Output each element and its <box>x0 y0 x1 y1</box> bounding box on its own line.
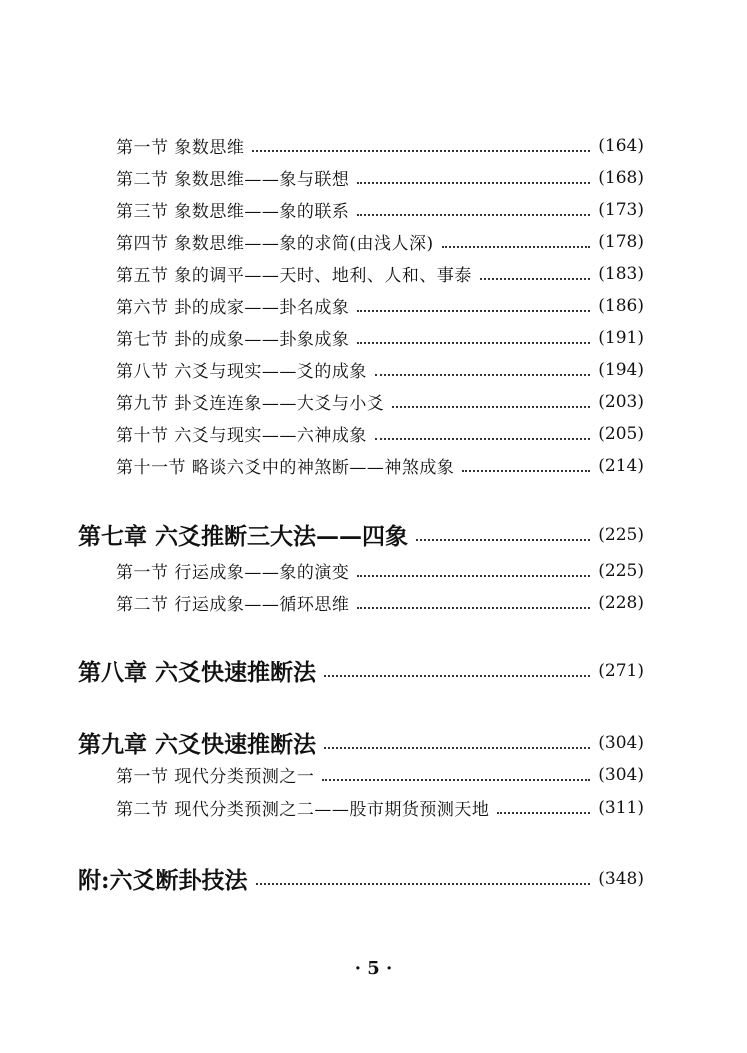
toc-chapter <box>78 654 644 687</box>
dot-leader <box>357 182 590 184</box>
toc-chapter <box>78 726 644 759</box>
dot-leader <box>442 246 591 248</box>
toc-entry <box>116 165 644 190</box>
chapter-title: 第八章 六爻快速推断法 <box>78 659 317 686</box>
page-number: · 5 · <box>354 958 393 979</box>
dot-leader <box>497 812 590 814</box>
toc-entry <box>116 325 644 350</box>
entry-title: 第一节 现代分类预测之一 <box>116 767 315 787</box>
toc-entry <box>116 133 644 158</box>
dot-leader <box>462 470 590 472</box>
entry-title: 第八节 六爻与现实——爻的成象 <box>116 362 367 382</box>
dot-leader <box>375 438 590 440</box>
entry-page: (228) <box>598 592 644 613</box>
toc-entry <box>116 389 644 414</box>
chapter-title: 第七章 六爻推断三大法——四象 <box>78 523 409 550</box>
appendix-page: (348) <box>598 868 644 889</box>
entry-page: (178) <box>598 231 644 252</box>
toc-entry <box>116 590 644 615</box>
toc-appendix <box>78 862 644 895</box>
dot-leader <box>416 539 590 541</box>
dot-leader <box>256 883 591 885</box>
entry-title: 第十节 六爻与现实——六神成象 <box>116 426 367 446</box>
entry-page: (183) <box>598 263 644 284</box>
entry-title: 第九节 卦爻连连象——大爻与小爻 <box>116 394 385 414</box>
dot-leader <box>252 150 590 152</box>
entry-title: 第四节 象数思维——象的求简(由浅人深) <box>116 234 434 254</box>
dot-leader <box>480 278 590 280</box>
entry-title: 第二节 象数思维——象与联想 <box>116 170 350 190</box>
toc-entry <box>116 795 644 820</box>
entry-page: (304) <box>598 764 644 785</box>
toc-entry <box>116 293 644 318</box>
entry-title: 第六节 卦的成家——卦名成象 <box>116 298 350 318</box>
dot-leader <box>324 675 590 677</box>
entry-title: 第十一节 略谈六爻中的神煞断——神煞成象 <box>116 458 455 478</box>
dot-leader <box>375 374 590 376</box>
entry-page: (311) <box>598 797 644 818</box>
chapter-page: (304) <box>598 732 644 753</box>
dot-leader <box>357 607 590 609</box>
chapter-page: (225) <box>598 524 644 545</box>
entry-page: (191) <box>598 327 644 348</box>
toc-entry <box>116 229 644 254</box>
entry-title: 第一节 象数思维 <box>116 138 245 158</box>
entry-page: (194) <box>598 359 644 380</box>
entry-title: 第一节 行运成象——象的演变 <box>116 563 350 583</box>
dot-leader <box>357 342 590 344</box>
toc-entry <box>116 197 644 222</box>
dot-leader <box>357 310 590 312</box>
toc-entry <box>116 421 644 446</box>
entry-page: (225) <box>598 560 644 581</box>
entry-page: (186) <box>598 295 644 316</box>
appendix-title: 附:六爻断卦技法 <box>78 867 248 894</box>
dot-leader <box>357 575 590 577</box>
toc-entry <box>116 762 644 787</box>
toc-chapter <box>78 518 644 551</box>
dot-leader <box>322 779 590 781</box>
toc-entry <box>116 453 644 478</box>
toc-entry <box>116 357 644 382</box>
dot-leader <box>392 406 590 408</box>
entry-title: 第二节 现代分类预测之二——股市期货预测天地 <box>116 800 490 820</box>
entry-page: (168) <box>598 167 644 188</box>
entry-title: 第二节 行运成象——循环思维 <box>116 595 350 615</box>
dot-leader <box>357 214 590 216</box>
entry-page: (203) <box>598 391 644 412</box>
entry-page: (205) <box>598 423 644 444</box>
toc-entry <box>116 558 644 583</box>
entry-title: 第七节 卦的成象——卦象成象 <box>116 330 350 350</box>
entry-page: (214) <box>598 455 644 476</box>
toc-entry <box>116 261 644 286</box>
entry-page: (164) <box>598 135 644 156</box>
chapter-page: (271) <box>598 660 644 681</box>
chapter-title: 第九章 六爻快速推断法 <box>78 731 317 758</box>
entry-title: 第五节 象的调平——天时、地利、人和、事泰 <box>116 266 472 286</box>
dot-leader <box>324 747 590 749</box>
entry-page: (173) <box>598 199 644 220</box>
entry-title: 第三节 象数思维——象的联系 <box>116 202 350 222</box>
